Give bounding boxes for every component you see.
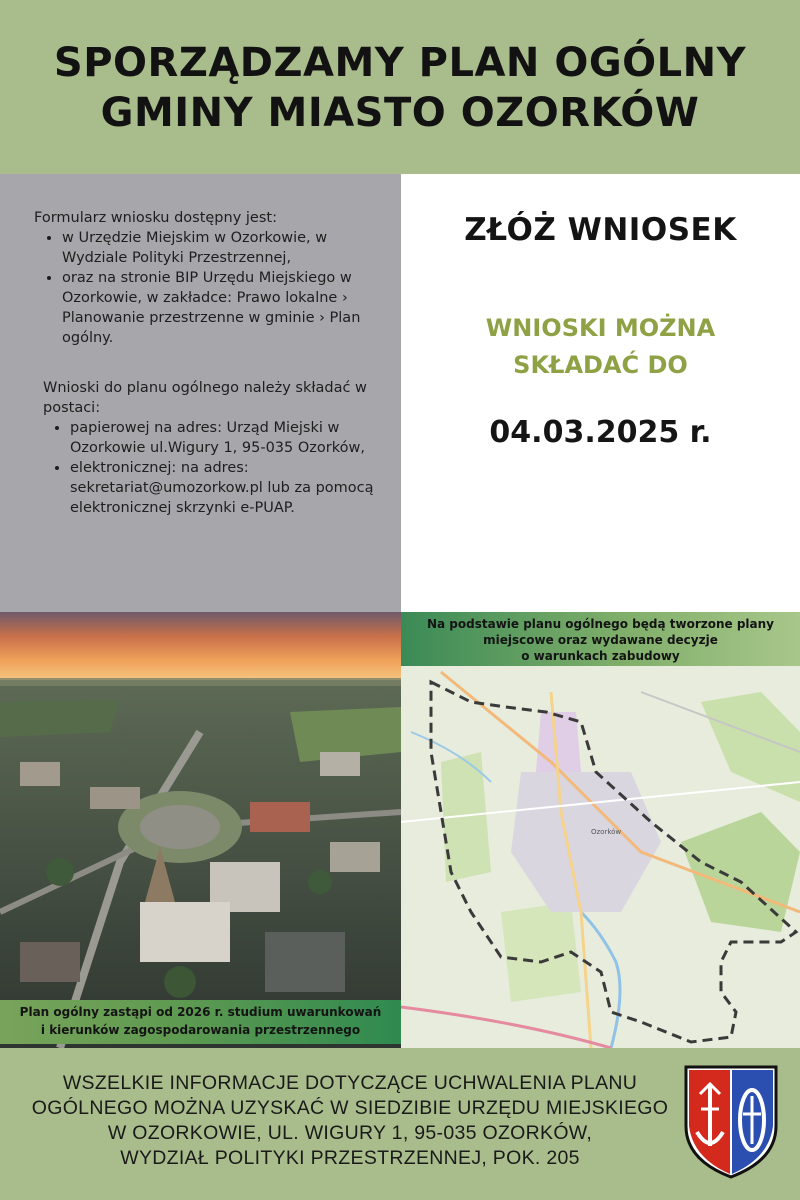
title-line-2: GMINY MIASTO OZORKÓW (100, 90, 700, 136)
coat-of-arms-icon (683, 1064, 779, 1180)
footer-info (30, 1071, 670, 1171)
list-item: • elektronicznej: na adres: sekretariat@umozorkow.pl lub za pomocą elektronicznej skrzynki e-PUAP. (70, 458, 394, 518)
list-item: • w Urzędzie Miejskim w Ozorkowie, w Wydziale Polityki Przestrzennej, (62, 228, 394, 268)
deadline-label (401, 310, 800, 384)
map-caption-line-2: miejscowe oraz wydawane decyzje (483, 633, 718, 647)
availability-list (34, 228, 394, 348)
photo-caption (0, 1000, 401, 1044)
photo-caption-line-1: Plan ogólny zastąpi od 2026 r. studium uwarunkowań (19, 1005, 382, 1019)
submission-intro: Wnioski do planu ogólnego należy składać w postaci: (43, 380, 367, 416)
info-text (34, 208, 394, 518)
footer-line-3: W OZORKOWIE, UL. WIGURY 1, 95-035 OZORKÓW, (107, 1122, 593, 1144)
aerial-photo-illustration (0, 612, 401, 1048)
list-item: • papierowej na adres: Urząd Miejski w Ozorkowie ul.Wigury 1, 95-035 Ozorków, (70, 418, 394, 458)
photo-caption-line-2: i kierunków zagospodarowania przestrzennego (40, 1023, 361, 1037)
deadline-date: 04.03.2025 r. (489, 415, 712, 450)
deadline-line-2: SKŁADAĆ DO (513, 351, 688, 379)
title-line-1: SPORZĄDZAMY PLAN OGÓLNY (53, 40, 747, 86)
deadline-line-1: WNIOSKI MOŻNA (485, 314, 716, 342)
municipality-map (401, 612, 800, 1048)
map-caption-line-3: o warunkach zabudowy (521, 649, 680, 663)
map-illustration (401, 612, 800, 1048)
footer-line-1: WSZELKIE INFORMACJE DOTYCZĄCE UCHWALENIA PLANU (62, 1072, 638, 1094)
page-title (0, 38, 800, 138)
cta-heading: ZŁÓŻ WNIOSEK (464, 212, 737, 248)
map-caption-line-1: Na podstawie planu ogólnego będą tworzone plany (426, 617, 774, 631)
map-caption (401, 612, 800, 666)
aerial-town-photo (0, 612, 401, 1048)
footer-line-4: WYDZIAŁ POLITYKI PRZESTRZENNEJ, POK. 205 (120, 1147, 580, 1169)
footer-line-2: OGÓLNEGO MOŻNA UZYSKAĆ W SIEDZIBIE URZĘDU MIEJSKIEGO (31, 1097, 669, 1119)
availability-intro: Formularz wniosku dostępny jest: (34, 210, 277, 226)
map-town-label: Ozorków (591, 828, 622, 836)
submission-list (34, 418, 394, 518)
list-item: • oraz na stronie BIP Urzędu Miejskiego w Ozorkowie, w zakładce: Prawo lokalne › Planowanie przestrzenne w gminie › Plan ogólny. (62, 268, 394, 348)
